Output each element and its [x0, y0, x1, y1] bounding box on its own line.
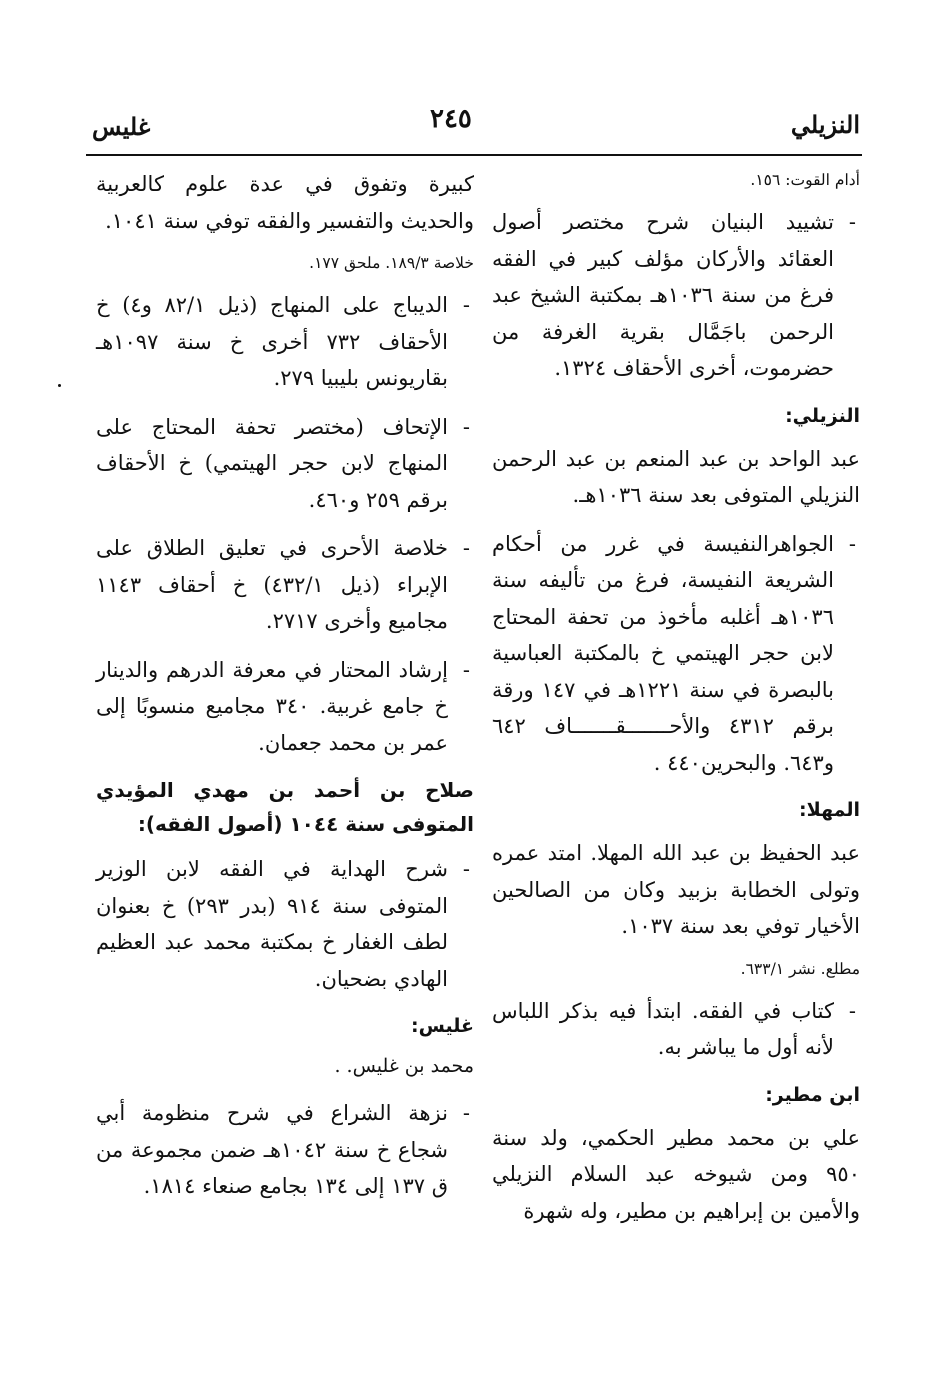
author-bio: علي بن محمد مطير الحكمي، ولد سنة ٩٥٠ ومن شيوخه عبد السلام النزيلي والأمين بن إبراهيم بن مطير، وله شهرة [492, 1125, 860, 1223]
author-bio: عبد الواحد بن عبد المنعم بن عبد الرحمن النزيلي المتوفى بعد سنة ١٠٣٦هـ. [492, 446, 860, 507]
work-entry: - شرح الهداية في الفقه لابن الوزير المتوفى سنة ٩١٤ (بدر ٢٩٣) خ بعنوان لطف الغفار خ بمكتبة محمد عبد العظيم الهادي بضحيان. [96, 851, 474, 997]
reference-note: خلاصة ١٨٩/٣. ملحق ١٧٧. [309, 254, 474, 272]
right-column [492, 166, 860, 1241]
author-heading: صلاح بن أحمد بن مهدي المؤيدي المتوفى سنة ١٠٤٤ (أصول الفقه): [96, 778, 474, 836]
margin-dot [58, 384, 61, 387]
author-bio: كبيرة وتفوق في عدة علوم كالعربية والحديث والتفسير والفقه توفي سنة ١٠٤١. [96, 172, 474, 233]
author-heading: المهلا: [799, 799, 860, 821]
reference-note: مطلع. نشر ٦٣٣/١. [740, 959, 860, 978]
running-head-left: غليس [92, 112, 151, 141]
running-head-right: النزيلي [790, 110, 860, 139]
work-entry: - الجواهرالنفيسة في غرر من أحكام الشريعة النفيسة، فرغ من تأليفه سنة ١٠٣٦هـ أغلبه مأخوذ من تحفة المحتاج لابن حجر الهيتمي خ بالمكتبة العباسية بالبصرة في سنة ١٢٢١هـ في ١٤٧ ورقة برقم ٤٣١٢ والأحـــــــقـــــــاف ٦٤٢ و٦٤٣. والبحرين٤٤٠ . [492, 526, 860, 782]
author-heading: النزيلي: [785, 404, 860, 427]
work-entry: - خلاصة الأحرى في تعليق الطلاق على الإبراء (ذيل ٤٣٢/١) خ أحقاف ١١٤٣ مجاميع وأخرى ٢٧١٧. [96, 530, 474, 640]
author-heading: ابن مطير: [765, 1083, 860, 1106]
work-entry: - الإتحاف (مختصر تحفة المحتاج على المنهاج لابن حجر الهيتمي) خ الأحقاف برقم ٢٥٩ و٤٦٠. [96, 409, 474, 519]
left-column [96, 166, 474, 1217]
author-heading: غليس: [411, 1015, 474, 1037]
header-rule [86, 154, 862, 156]
work-entry: - الديباج على المنهاج (ذيل ٨٢/١ و٤) خ الأحقاف ٧٣٢ أخرى خ سنة ١٠٩٧هـ بقاريونس بليبيا ٢٧٩. [96, 287, 474, 397]
work-entry: - إرشاد المحتار في معرفة الدرهم والدينار خ جامع غربية. ٣٤٠ مجاميع منسوبًا إلى عمر بن محمد جعمان. [96, 652, 474, 762]
work-entry: - نزهة الشراع في شرح منظومة أبي شجاع خ سنة ١٠٤٢هـ ضمن مجموعة من ق ١٣٧ إلى ١٣٤ بجامع صنعاء ١٨١٤. [96, 1095, 474, 1205]
author-bio: عبد الحفيظ بن عبد الله المهلا. امتد عمره وتولى الخطابة بزبيد وكان من الصالحين الأخيار توفي بعد سنة ١٠٣٧. [492, 841, 860, 938]
work-entry: - تشييد البنيان شرح مختصر أصول العقائد والأركان مؤلف كبير في الفقه فرغ من سنة ١٠٣٦هـ بمكتبة الشيخ عبد الرحمن باجَمَّال بقرية الغرفة من حضرموت، أخرى الأحقاف ١٣٢٤. [492, 204, 860, 387]
work-entry: - كتاب في الفقه. ابتدأ فيه بذكر اللباس لأنه أول ما يباشر به. [492, 993, 860, 1066]
author-name: محمد بن غليس. . [334, 1055, 474, 1077]
reference-note: أدام القوت: ١٥٦. [750, 171, 860, 189]
page-number: ٢٤٥ [430, 104, 472, 134]
